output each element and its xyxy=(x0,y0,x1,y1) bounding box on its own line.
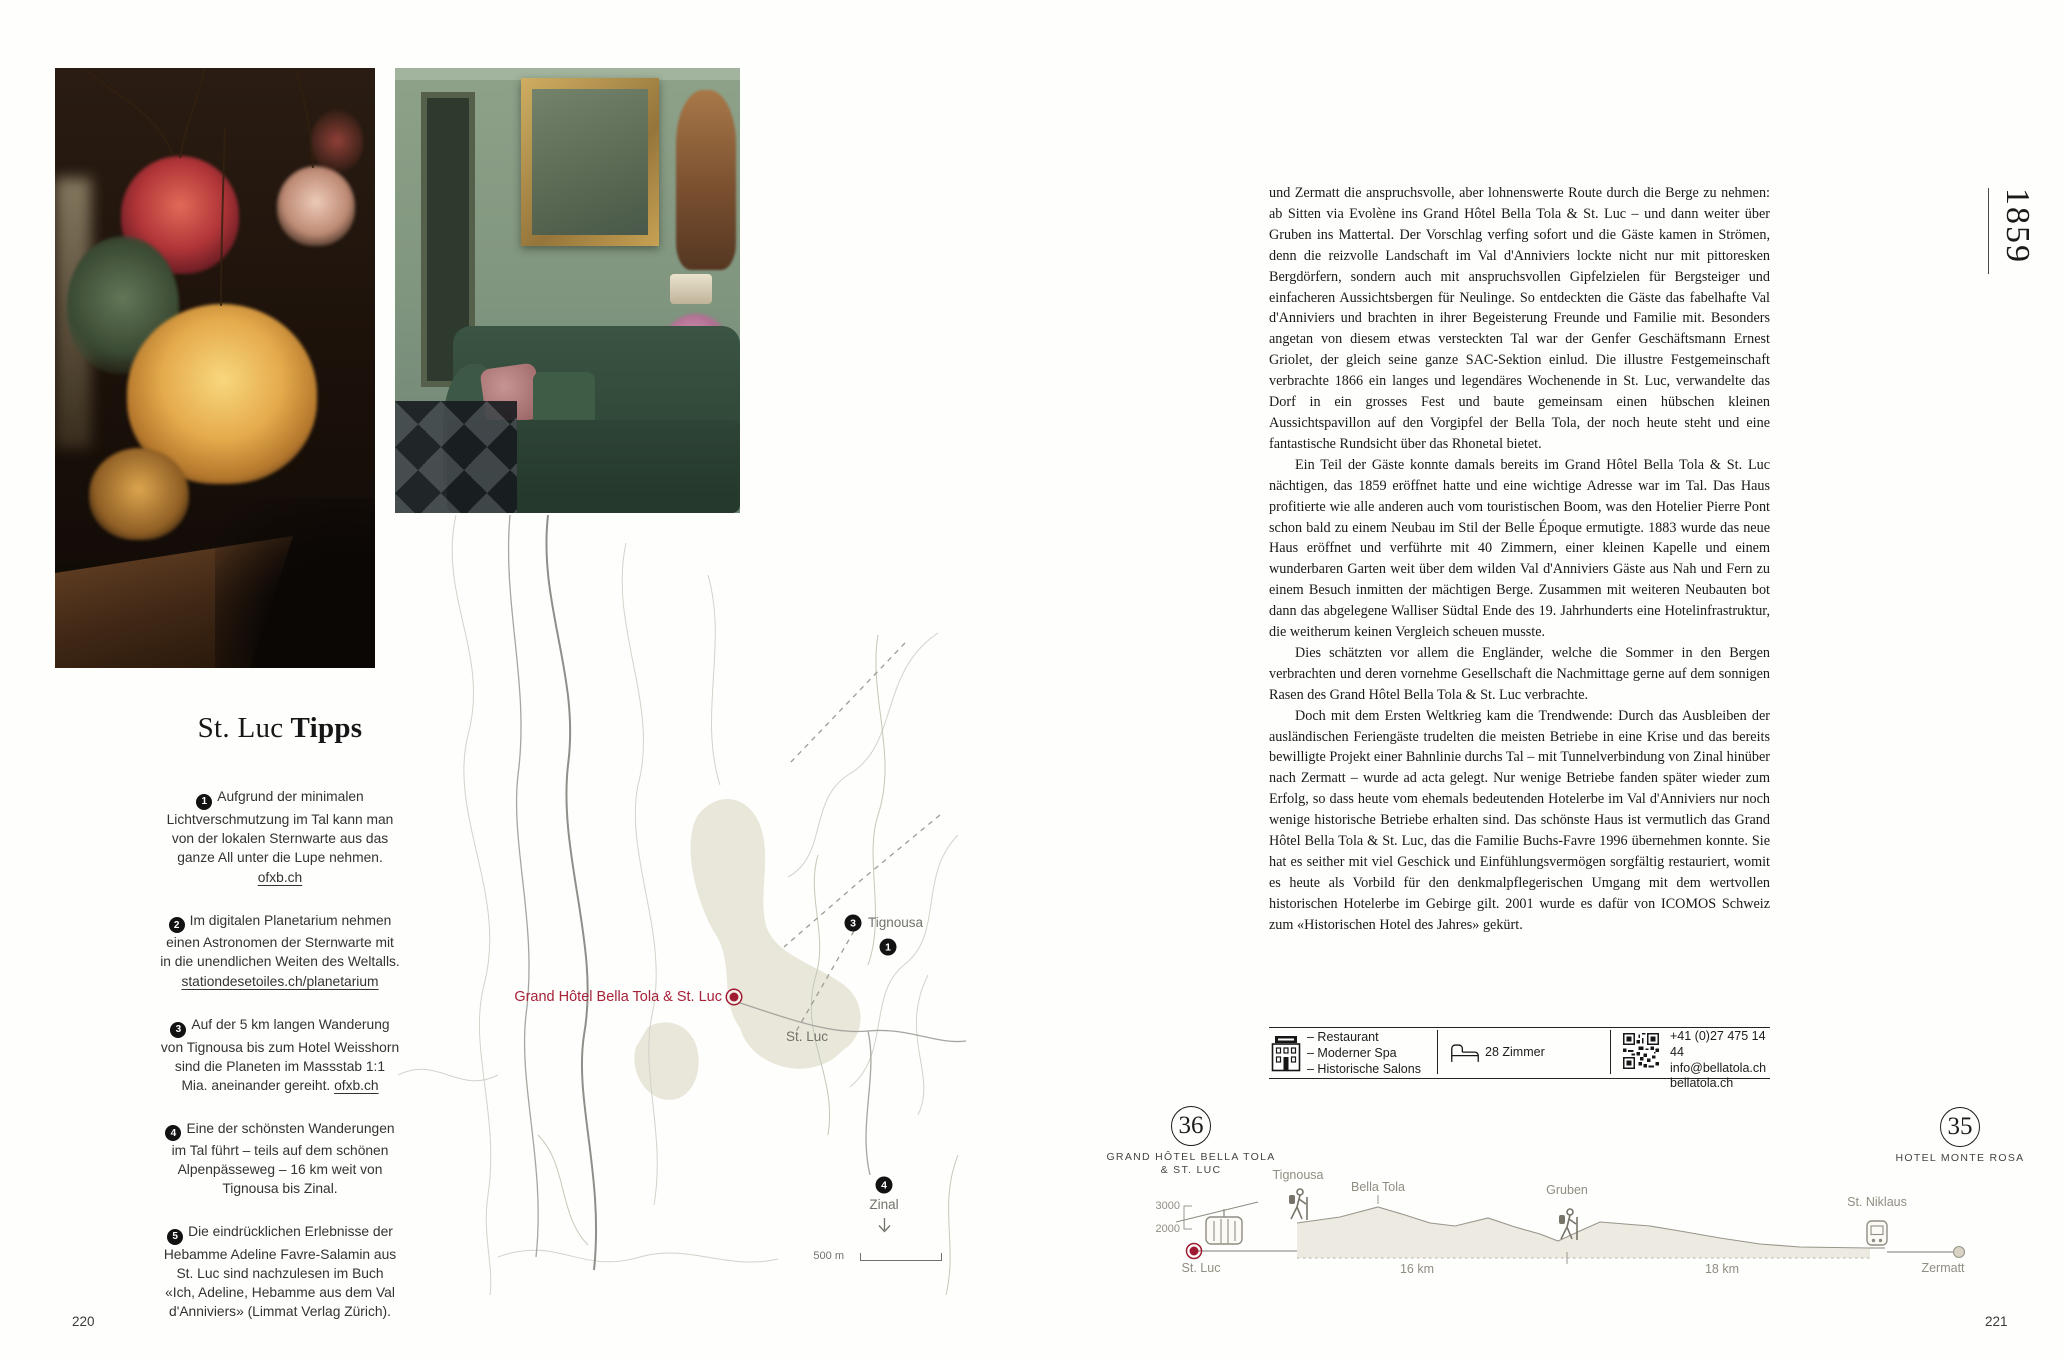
trail-map xyxy=(398,515,968,1295)
tips-heading xyxy=(160,712,400,745)
tip-item-4 xyxy=(160,1119,400,1199)
cable-car-icon xyxy=(1176,1202,1258,1244)
gilded-mirror xyxy=(521,78,659,246)
hotel-badge-35: 35 xyxy=(1940,1107,1980,1147)
station-tignousa: Tignousa xyxy=(1272,1168,1324,1182)
map-badge-tip4: 4 xyxy=(876,1177,893,1194)
map-label-zinal: Zinal xyxy=(869,1197,899,1212)
tip-item-1 xyxy=(160,787,400,887)
rooms-count: 28 Zimmer xyxy=(1485,1045,1545,1059)
photo-salon-interior xyxy=(395,68,740,513)
tip-text: Eine der schönsten Wanderungen im Tal führt – teils auf dem schönen Alpenpässeweg – 16 km weit von Tignousa bis Zinal. xyxy=(171,1120,395,1196)
station-gruben: Gruben xyxy=(1546,1183,1588,1197)
station-bella-tola: Bella Tola xyxy=(1351,1180,1405,1194)
tip-number-badge: 4 xyxy=(165,1125,181,1141)
map-badge-tip1: 1 xyxy=(880,939,897,956)
tip-number-badge: 1 xyxy=(196,794,212,810)
map-label-hotel: Grand Hôtel Bella Tola & St. Luc xyxy=(514,989,722,1005)
amenity-spa: – Moderner Spa xyxy=(1307,1045,1397,1060)
bed-icon xyxy=(1450,1043,1480,1068)
paragraph-1: und Zermatt die anspruchsvolle, aber lohnenswerte Route durch die Berge zu nehmen: ab Sitten via Evolène ins Grand Hôtel Bella Tola & St. Luc – und dann weiter über Gruben ins Mattertal. Der Vorschlag verfing sofort und die Gäste kamen in Strömen, denn die reizvolle Landschaft im Val d'Anniviers lockte nicht nur mit pittoresken Bergdörfern, sondern auch mit anspruchsvollen Gipfelzielen für Bergsteiger und einfacheren Aussichtsbergen für Neulinge. So entdeckten die Gäste das fabelhafte Val d'Anniviers und brachten in ihrer Begeisterung Freunde und Familie mit. Besonders angetan von diesem etwas versteckten Tal war der Genfer Geschäftsmann Ernest Griolet, der gleich seine ganze SAC-Sektion einlud. Die illustre Festgemeinschaft verbrachte 1866 ein langes und legendäres Wochenende in St. Luc, verwandelte das Dorf in ein grosses Fest und baute gemeinsam einen hübschen kleinen Aussichtspavillon auf den Vorgipfel der Bella Tola, der noch heute steht und eine fantastische Rundsicht über das Rhonetal bietet. xyxy=(1269,185,1770,452)
photo-vintage-lampshades xyxy=(55,68,375,668)
phone-number: +41 (0)27 475 14 44 xyxy=(1670,1029,1766,1059)
qr-code xyxy=(1623,1033,1659,1074)
hotel-location-dot xyxy=(730,993,739,1002)
info-divider-2 xyxy=(1610,1030,1611,1074)
hotel-info-bar xyxy=(1269,1020,1770,1091)
station-zermatt: Zermatt xyxy=(1921,1261,1965,1275)
tip-item-3 xyxy=(160,1015,400,1095)
tip-link-ofxb-2[interactable]: ofxb.ch xyxy=(334,1077,379,1093)
map-scale-label: 500 m xyxy=(813,1250,844,1262)
map-badge-tip3: 3 xyxy=(845,915,862,932)
tip-number-badge: 2 xyxy=(169,917,185,933)
hotel-badge-36: 36 xyxy=(1171,1106,1211,1146)
tip-number-badge: 3 xyxy=(170,1022,186,1038)
table-lampshade xyxy=(670,274,712,304)
tip-text: Aufgrund der minimalen Lichtverschmutzung im Tal kann man von der lokalen Sternwarte aus das ganze All unter die Lupe nehmen. xyxy=(166,789,394,865)
tips-section xyxy=(160,712,400,1345)
tips-heading-place: St. Luc xyxy=(197,712,284,744)
tip-text: Im digitalen Planetarium nehmen einen Astronomen der Sternwarte mit in die unendlichen Weiten des Weltalls. xyxy=(160,912,400,969)
lamp-cords xyxy=(55,68,375,668)
tip-item-2 xyxy=(160,911,400,992)
hiker-icon xyxy=(1289,1189,1307,1220)
contact-block xyxy=(1670,1029,1770,1092)
paragraph-4: Doch mit dem Ersten Weltkrieg kam die Trendwende: Durch das Ausbleiben der ausländischen Feriengäste trudelten die meisten Betriebe in eine Krise und das bereits bewilligte Projekt einer Bahnlinie durchs Tal – mit Tunnelverbindung von Zinal hinüber nach Zermatt – wurde ad acta gelegt. Nur wenige Betriebe fanden später wieder zum Erfolg, so dass heute vom ehemals bedeutenden Hotelerbe im Val d'Anniviers nur noch wenige historische Betriebe erhalten sind. Das schönste Haus ist vermutlich das Grand Hôtel Bella Tola & St. Luc, das die Familie Buchs-Favre 1996 übernehmen konnte. Sie hat es seither mit viel Geschick und Einfühlungsvermögen sorgfältig restauriert, womit es heute als Vorbild für den denkmalpflegerischen Umgang mit dem wertvollen historischen Hotelerbe im Gebirge gilt. 2001 wurde es dafür von ICOMOS Schweiz zum «Historischen Hotel des Jahres» gekürt. xyxy=(1269,707,1770,933)
amenity-restaurant: – Restaurant xyxy=(1307,1030,1379,1044)
tip-text: Die eindrücklichen Erlebnisse der Hebamme Adeline Favre-Salamin aus St. Luc sind nachzulesen im Buch «Ich, Adeline, Hebamme aus dem Val d'Anniviers» (Limmat Verlag Zürich). xyxy=(163,1224,397,1319)
map-scale-bar xyxy=(860,1253,942,1261)
checkered-floor xyxy=(395,401,517,513)
elevation-chart-graphic xyxy=(1120,1100,2060,1315)
info-divider-1 xyxy=(1437,1030,1438,1074)
info-bar-rule-top xyxy=(1269,1027,1770,1028)
tip-item-5 xyxy=(160,1222,400,1321)
y-tick-2000: 2000 xyxy=(1155,1223,1180,1235)
article-body xyxy=(1269,183,1770,973)
tips-heading-word: Tipps xyxy=(290,712,363,744)
tip-number-badge: 5 xyxy=(167,1229,183,1245)
hotel-building-icon xyxy=(1271,1035,1301,1077)
paragraph-2: Ein Teil der Gäste konnte damals bereits im Grand Hôtel Bella Tola & St. Luc nächtigen, das 1859 eröffnet hatte und eine wichtige Adresse war im Tal. Das Haus profitierte wie alle anderen auch vom touristischen Boom, was den Hotelier Pierre Pont schon bald zu einem Neubau im Stil der Belle Époque ermutigte. 1883 wurde das neue Haus eröffnet und verführte mit 40 Zimmern, einer kleinen Kapelle und einem wunderbaren Garten weit über dem wilden Val d'Anniviers Gäste aus Nah und Fern zu einem Besuch inmitten der mächtigen Berge. Zusammen mit weiteren Neubauten bot dann das abgelegene Walliser Südtal Ende des 19. Jahrhunderts eine Hotelinfrastruktur, die weitherum keinen Vergleich scheuen musste. xyxy=(1269,456,1770,641)
map-label-st-luc: St. Luc xyxy=(786,1029,829,1044)
down-arrow-icon xyxy=(877,1217,892,1234)
distance-18km: 18 km xyxy=(1704,1262,1740,1276)
amenity-salons: – Historische Salons xyxy=(1307,1061,1421,1076)
station-st-luc: St. Luc xyxy=(1181,1261,1221,1275)
station-st-niklaus: St. Niklaus xyxy=(1847,1195,1907,1209)
paragraph-3: Dies schätzten vor allem die Engländer, welche die Sommer in den Bergen verbrachten und deren vornehme Gesellschaft die Nachmittage gerne auf dem sonnigen Rasen des Grand Hôtel Bella Tola & St. Luc verbrachte. xyxy=(1269,644,1770,703)
page-number-right: 221 xyxy=(1985,1314,2008,1329)
green-cushion xyxy=(533,372,595,426)
tip-link-planetarium[interactable]: stationdesetoiles.ch/planetarium xyxy=(181,974,379,989)
tip-link-ofxb[interactable]: ofxb.ch xyxy=(257,869,303,885)
website-url[interactable]: bellatola.ch xyxy=(1670,1076,1734,1091)
amenities-list xyxy=(1307,1030,1421,1077)
tip-text: Auf der 5 km langen Wanderung von Tignousa bis zum Hotel Weisshorn sind die Planeten im Massstab 1:1 Mia. aneinander gereiht. xyxy=(160,1017,400,1093)
email-address[interactable]: info@bellatola.ch xyxy=(1670,1060,1767,1075)
hotel-badge-36-name2: & ST. LUC xyxy=(1160,1164,1222,1176)
mirror-glass xyxy=(532,89,648,235)
hotel-badge-35-name: HOTEL MONTE ROSA xyxy=(1895,1152,2025,1164)
year-marker: 1859 xyxy=(1988,188,2036,274)
distance-16km: 16 km xyxy=(1399,1262,1435,1276)
map-label-tignousa: Tignousa xyxy=(868,915,924,930)
train-icon xyxy=(1867,1221,1887,1248)
elevation-profile xyxy=(1106,1100,2060,1315)
page-number-left: 220 xyxy=(72,1314,95,1329)
hotel-badge-36-name: GRAND HÔTEL BELLA TOLA xyxy=(1106,1151,1276,1163)
y-tick-3000: 3000 xyxy=(1155,1200,1180,1212)
wooden-statue xyxy=(676,90,736,270)
